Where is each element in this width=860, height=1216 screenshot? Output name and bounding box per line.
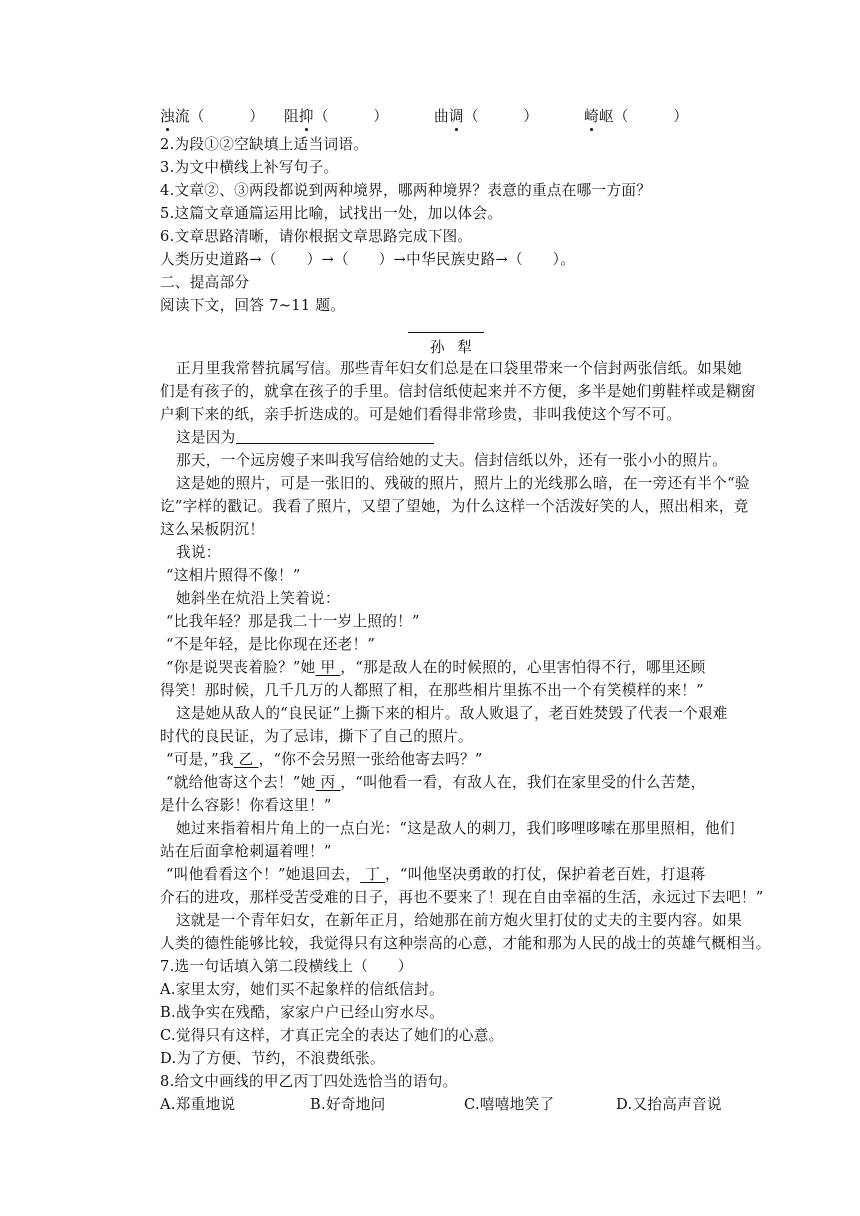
paragraph-1-line-3: 户剩下来的纸，亲手折迭成的。可是她们看得非常珍贵，非叫我使这个写不可。 xyxy=(160,406,682,423)
paragraph-13-line-1: “就给他寄这个去！”她 丙 ，“叫他看一看，有敌人在，我们在家里受的什么苦楚， xyxy=(166,774,706,791)
question-7-option-d: D.为了方便、节约，不浪费纸张。 xyxy=(160,1050,385,1067)
paragraph-1-line-1: 正月里我常替抗属写信。那些青年妇女们总是在口袋里带来一个信封两张信纸。如果她 xyxy=(176,360,742,377)
pinyin-item-3: 曲调（ ） xyxy=(434,108,539,125)
paragraph-9: “不是年轻，是比你现在还老！” xyxy=(166,636,376,653)
paragraph-6: “这相片照得不像！” xyxy=(166,567,301,584)
paragraph-15-line-2: 介石的进攻，那样受苦受难的日子，再也不要来了！现在自由幸福的生活，永远过下去吧！” xyxy=(160,889,764,906)
paragraph-4-line-1: 这是她的照片，可是一张旧的、残破的照片，照片上的光线那么暗，在一旁还有半个“验 xyxy=(176,475,750,492)
paragraph-13-line-2: 是什么容影！你看这里！” xyxy=(160,797,332,814)
paragraph-16-line-2: 人类的德性能够比较，我觉得只有这种崇高的心意，才能和那为人民的战士的英雄气概相当。 xyxy=(160,935,771,952)
paragraph-4-line-3: 这么呆板阴沉！ xyxy=(160,521,265,538)
paragraph-10-line-1: “你是说哭丧着脸？”她 甲 ，“那是敌人在的时候照的，心里害怕得不行，哪里还顾 xyxy=(166,659,706,676)
question-2: 2.为段①②空缺填上适当词语。 xyxy=(160,136,369,153)
mark-jia: 甲 xyxy=(315,659,341,676)
pinyin-item-2: 阻抑（ ） xyxy=(284,108,389,125)
question-7-option-a: A.家里太穷，她们买不起象样的信纸信封。 xyxy=(160,981,444,998)
pinyin-question-row xyxy=(160,107,750,127)
question-5: 5.这篇文章通篇运用比喻，试找出一处，加以体会。 xyxy=(160,205,503,222)
answer-blank xyxy=(236,429,434,444)
paragraph-5: 我说： xyxy=(176,544,221,561)
question-3: 3.为文中横线上补写句子。 xyxy=(160,159,339,176)
paragraph-15-line-1: “叫他看看这个！”她退回去， 丁 ，“叫他坚决勇敢的打仗，保护着老百姓，打退蒋 xyxy=(166,866,706,883)
paragraph-14-line-2: 站在后面拿枪刺逼着哩！” xyxy=(160,843,332,860)
question-4: 4.文章②、③两段都说到两种境界，哪两种境界？表意的重点在哪一方面？ xyxy=(160,182,652,199)
paragraph-11-line-1: 这是她从敌人的“良民证”上撕下来的相片。敌人败退了，老百姓焚毁了代表一个艰难 xyxy=(176,705,728,722)
section-heading: 二、提高部分 xyxy=(160,274,250,291)
question-6: 6.文章思路清晰，请你根据文章思路完成下图。 xyxy=(160,228,473,245)
paragraph-2: 这是因为 xyxy=(176,428,750,448)
paragraph-1-line-2: 们是有孩子的，就拿在孩子的手里。信封信纸使起来并不方便，多半是她们剪鞋样或是糊窗 xyxy=(160,383,756,400)
question-8-options xyxy=(160,1095,750,1115)
paragraph-16-line-1: 这就是一个青年妇女，在新年正月，给她那在前方炮火里打仗的丈夫的主要内容。如果 xyxy=(176,912,742,929)
question-7-option-b: B.战争实在残酷，家家户户已经山穷水尽。 xyxy=(160,1004,445,1021)
mark-yi: 乙 xyxy=(233,751,259,768)
paragraph-4-line-2: 讫”字样的戳记。我看了照片，又望了望她，为什么这样一个活泼好笑的人，照出相来，竟 xyxy=(160,498,749,515)
pinyin-item-1: 浊流（ ） xyxy=(160,108,265,125)
question-8-option-c: C.嘻嘻地笑了 xyxy=(464,1096,555,1113)
paragraph-14-line-1: 她过来指着相片角上的一点白光：“这是敌人的刺刀，我们哆哩哆嗦在那里照相，他们 xyxy=(176,820,735,837)
paragraph-8: “比我年轻？那是我二十一岁上照的！” xyxy=(166,613,420,630)
question-8-option-b: B.好奇地问 xyxy=(310,1096,386,1113)
paragraph-3: 那天，一个远房嫂子来叫我写信给她的丈夫。信封信纸以外，还有一张小小的照片。 xyxy=(176,452,728,469)
paragraph-10-line-2: 得笑！那时候，几千几万的人都照了相，在那些相片里拣不出一个有笑模样的来！” xyxy=(160,682,704,699)
paragraph-7: 她斜坐在炕沿上笑着说： xyxy=(176,590,340,607)
question-8-option-d: D.又抬高声音说 xyxy=(616,1096,722,1113)
question-8-option-a: A.郑重地说 xyxy=(160,1096,236,1113)
question-6-chart: 人类历史道路→（ ）→（ ）→中华民族史路→（ ）。 xyxy=(160,251,576,268)
paragraph-12: “可是，”我 乙 ，“你不会另照一张给他寄去吗？” xyxy=(166,751,483,768)
pinyin-item-4: 崎岖（ ） xyxy=(584,108,689,125)
question-7-option-c: C.觉得只有这样，才真正完全的表达了她们的心意。 xyxy=(160,1027,504,1044)
mark-ding: 丁 xyxy=(360,866,386,883)
question-8: 8.给文中画线的甲乙丙丁四处选恰当的语句。 xyxy=(160,1073,458,1090)
article-author: 孙 犁 xyxy=(430,339,476,356)
title-blank-line xyxy=(408,332,484,333)
mark-bing: 丙 xyxy=(315,774,341,791)
reading-instruction: 阅读下文，回答 7~11 题。 xyxy=(160,297,346,314)
paragraph-11-line-2: 时代的良民证，为了忌讳，撕下了自己的照片。 xyxy=(160,728,473,745)
question-7: 7.选一句话填入第二段横线上（ ） xyxy=(160,958,413,975)
